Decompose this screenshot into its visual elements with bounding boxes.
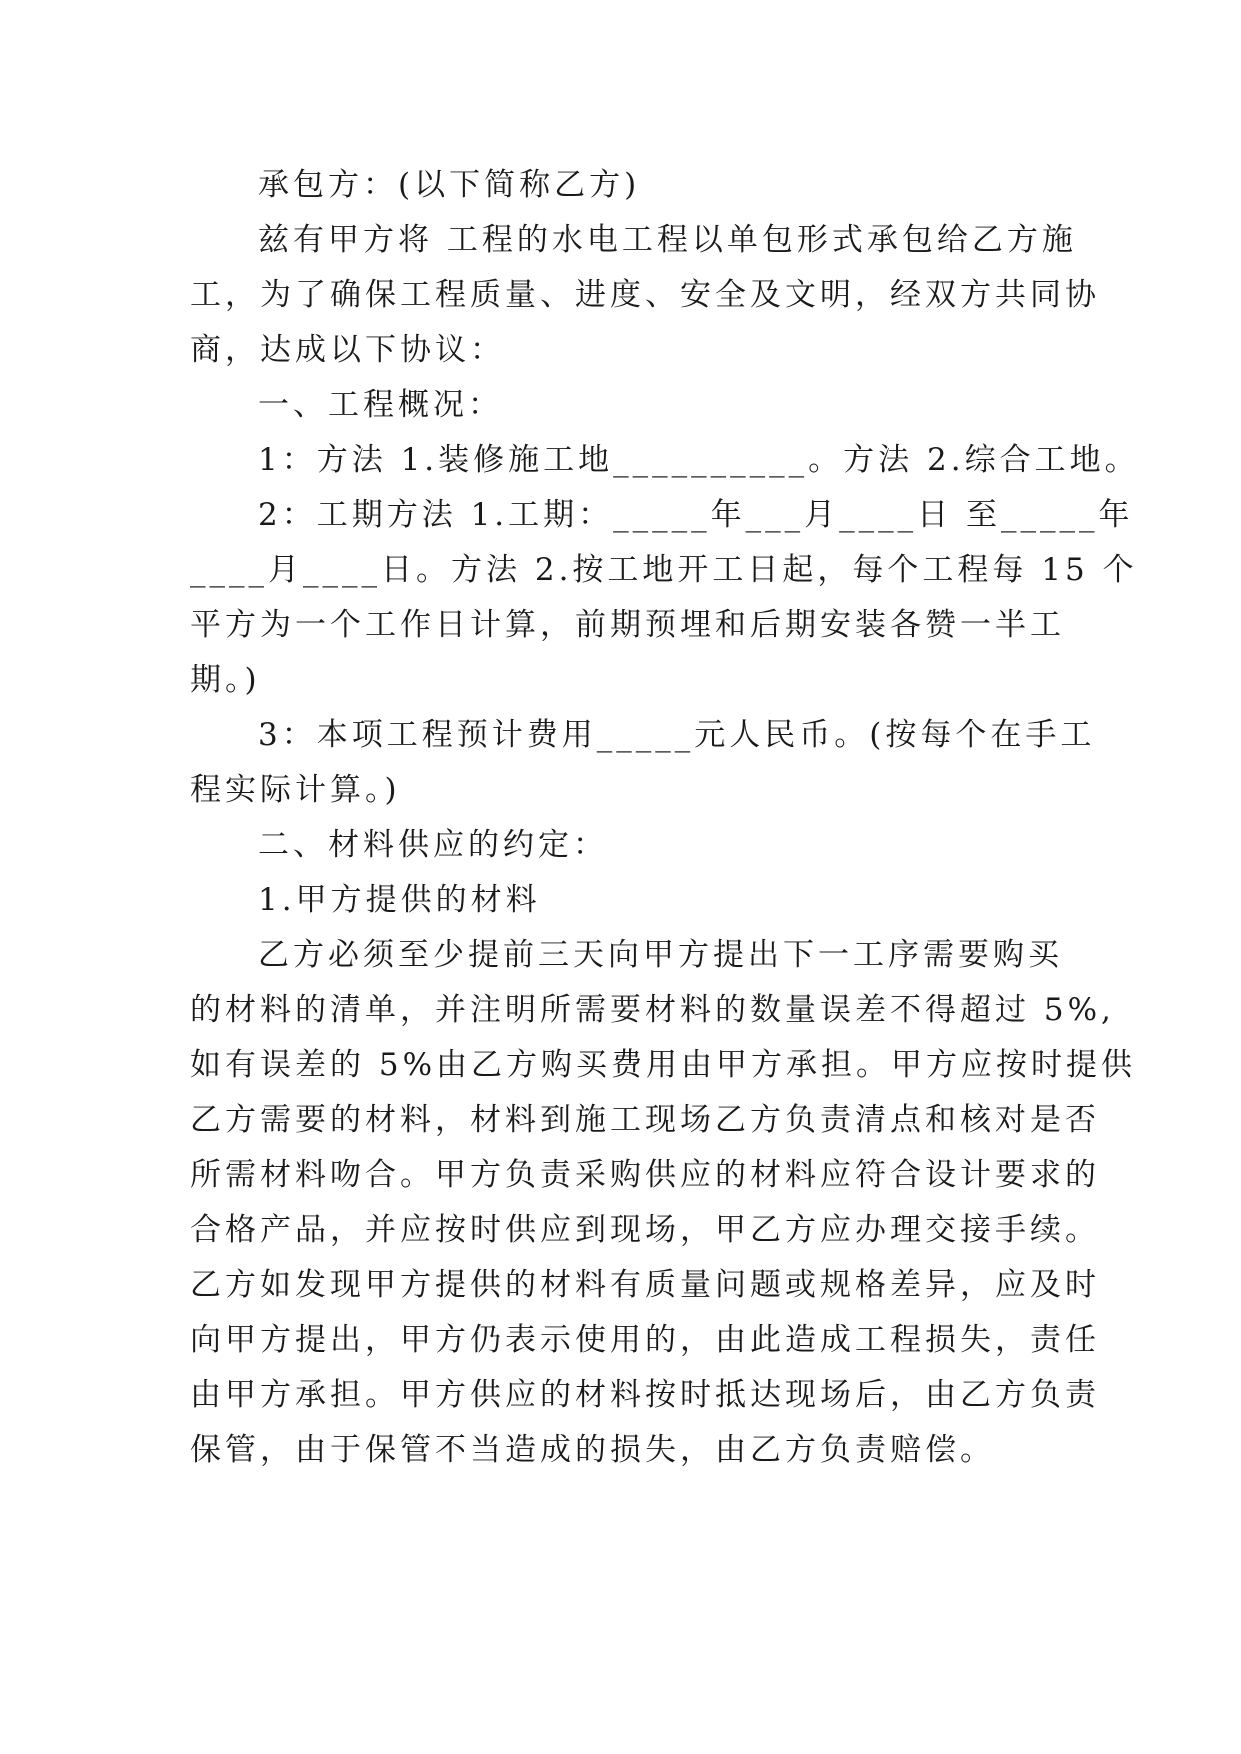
section-heading-material-supply bbox=[190, 818, 1070, 873]
clause-3-cost bbox=[190, 708, 1096, 818]
intro-paragraph bbox=[190, 213, 1100, 378]
text-line: 3：本项工程预计费用_____元人民币。(按每个在手工 bbox=[258, 717, 1096, 753]
text-line: 合格产品，并应按时供应到现场，甲乙方应办理交接手续。 bbox=[190, 1212, 1100, 1248]
text-line: 如有误差的 5%由乙方购买费用由甲方承担。甲方应按时提供 bbox=[190, 1047, 1137, 1083]
text-line: 1.甲方提供的材料 bbox=[258, 882, 541, 918]
subheading-party-a-materials bbox=[190, 873, 1070, 928]
text-line: 商，达成以下协议： bbox=[190, 332, 505, 368]
text-line: 保管，由于保管不当造成的损失，由乙方负责赔偿。 bbox=[190, 1432, 995, 1468]
clause-1-site bbox=[190, 433, 1140, 488]
text-line: 平方为一个工作日计算，前期预埋和后期安装各赞一半工 bbox=[190, 607, 1065, 643]
clause-2-schedule bbox=[190, 488, 1138, 708]
text-line: 2：工期方法 1.工期：_____年___月____日 至_____年 bbox=[258, 497, 1134, 533]
text-line: 1：方法 1.装修施工地__________。方法 2.综合工地。 bbox=[258, 442, 1140, 478]
text-line: ____月____日。方法 2.按工地开工日起，每个工程每 15 个 bbox=[190, 552, 1138, 588]
text-line: 的材料的清单，并注明所需要材料的数量误差不得超过 5%, bbox=[190, 992, 1115, 1028]
text-line: 所需材料吻合。甲方负责采购供应的材料应符合设计要求的 bbox=[190, 1157, 1100, 1193]
text-line: 工，为了确保工程质量、进度、安全及文明，经双方共同协 bbox=[190, 277, 1100, 313]
text-line: 二、材料供应的约定： bbox=[258, 827, 608, 863]
text-line: 期。) bbox=[190, 662, 261, 698]
text-line: 兹有甲方将 工程的水电工程以单包形式承包给乙方施 bbox=[258, 222, 1077, 258]
text-line: 向甲方提出，甲方仍表示使用的，由此造成工程损失，责任 bbox=[190, 1322, 1100, 1358]
text-line: 承包方：(以下简称乙方) bbox=[258, 167, 641, 203]
text-line: 一、工程概况： bbox=[258, 387, 503, 423]
section-heading-project-overview bbox=[190, 378, 1070, 433]
text-line: 程实际计算。) bbox=[190, 772, 401, 808]
text-line: 乙方如发现甲方提供的材料有质量问题或规格差异，应及时 bbox=[190, 1267, 1100, 1303]
text-line: 乙方需要的材料，材料到施工现场乙方负责清点和核对是否 bbox=[190, 1102, 1100, 1138]
material-terms-paragraph bbox=[190, 928, 1137, 1478]
text-line: 由甲方承担。甲方供应的材料按时抵达现场后，由乙方负责 bbox=[190, 1377, 1100, 1413]
contract-body bbox=[190, 158, 1140, 1478]
text-line: 乙方必须至少提前三天向甲方提出下一工序需要购买 bbox=[258, 937, 1063, 973]
contractor-line bbox=[190, 158, 1070, 213]
